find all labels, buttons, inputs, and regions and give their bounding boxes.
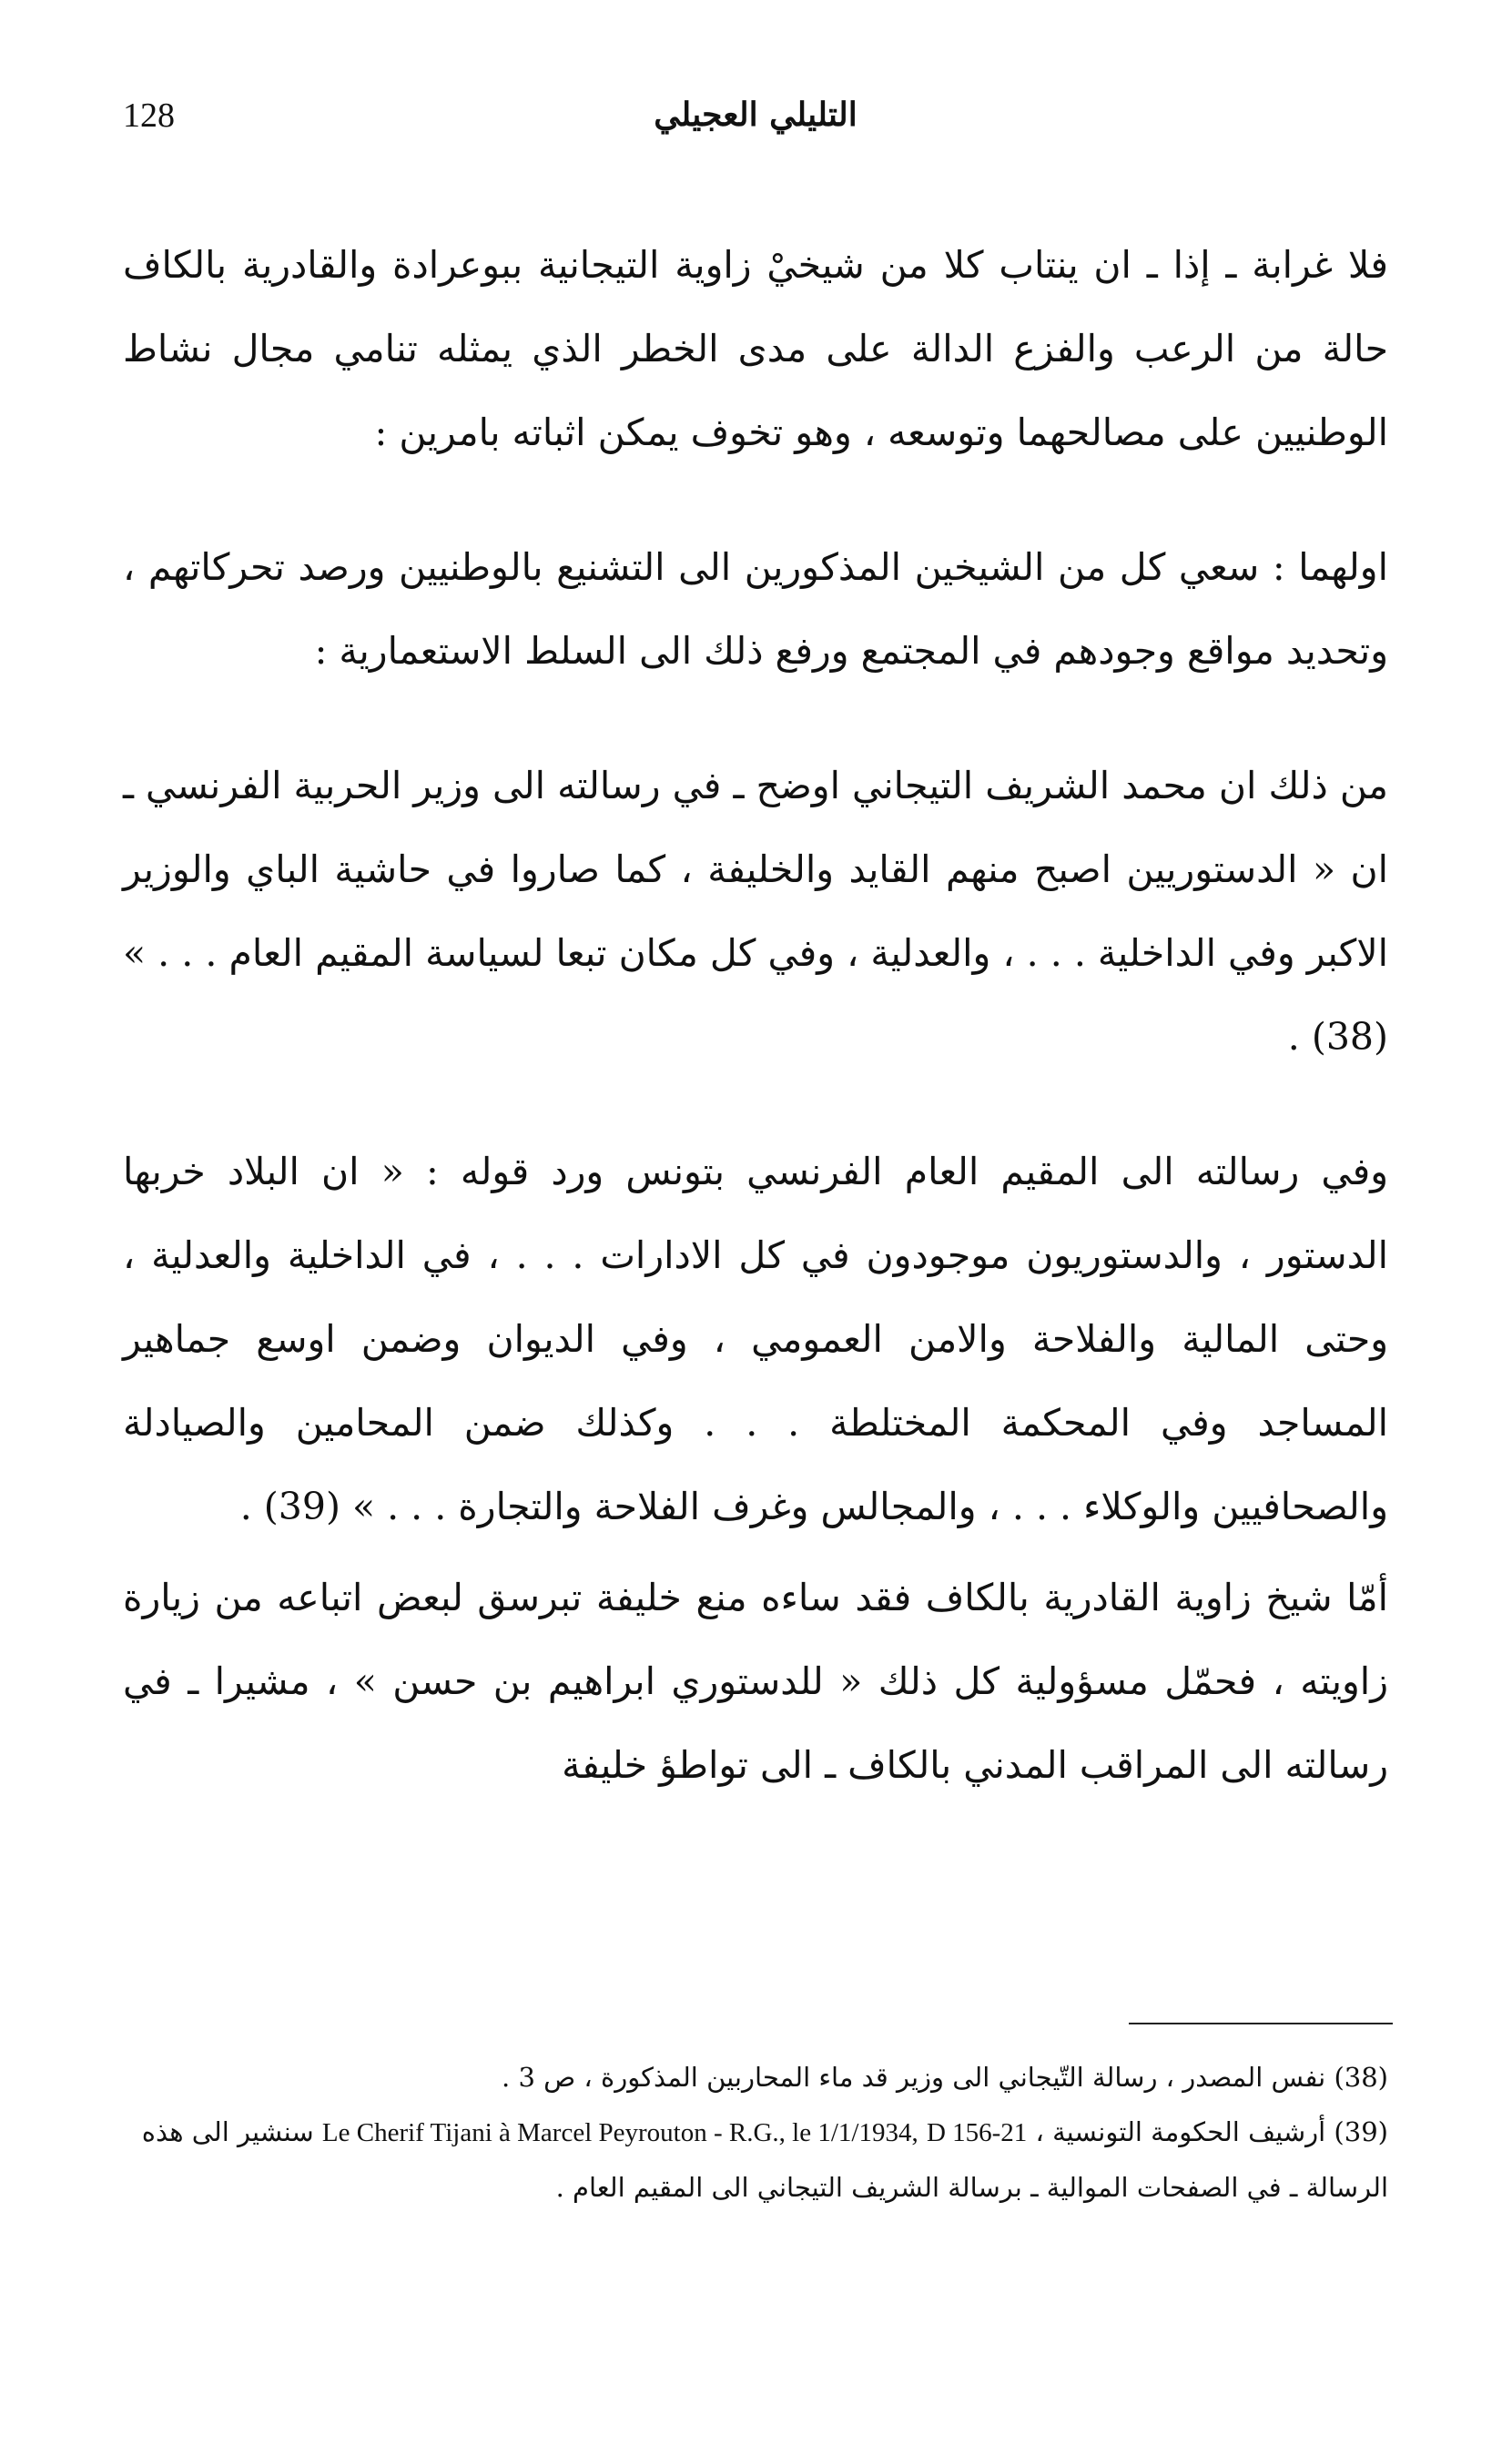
footnote-39-archive: (39) أرشيف الحكومة التونسية ، <box>1035 2116 1388 2147</box>
paragraph-1: فلا غرابة ـ إذا ـ ان ينتاب كلا من شيخيْ زاوية التيجانية ببوعرادة والقادرية بالكاف حالة من الرعب والفزع الدالة على مدى الخطر الذي يمثله تنامي مجال نشاط الوطنيين على مصالحهما وتوسعه ، وهو تخوف يمكن اثباته بامرين : <box>123 243 1388 454</box>
footnote-39-french-ref: Le Cherif Tijani à Marcel Peyrouton - R.G., le 1/1/1934, <box>321 2118 918 2147</box>
running-head: التليلي العجيلي <box>654 96 857 134</box>
page-number: 128 <box>123 96 175 135</box>
footnotes <box>123 2050 1388 2215</box>
paragraph-2: اولهما : سعي كل من الشيخين المذكورين الى التشنيع بالوطنيين ورصد تحركاتهم ، وتحديد مواقع وجودهم في المجتمع ورفع ذلك الى السلط الاستعمارية : <box>123 545 1388 673</box>
paragraph-4: وفي رسالته الى المقيم العام الفرنسي بتونس ورد قوله : « ان البلاد خربها الدستور ، والدستوريون موجودون في كل الادارات . . . ، في الداخلية والعدلية ، وحتى المالية والفلاحة والامن العمومي ، وفي الديوان وضمن اوسع جماهير المساجد وفي المحكمة المختلطة . . . وكذلك ضمن المحامين والصيادلة والصحافيين والوكلاء . . . ، والمجالس وغرف الفلاحة والتجارة . . . » (39) . <box>123 1150 1388 1528</box>
footnote-39 <box>123 2105 1388 2215</box>
footnote-38: (38) نفس المصدر ، رسالة التّيجاني الى وزير قد ماء المحاربين المذكورة ، ص 3 . <box>502 2062 1388 2093</box>
main-text <box>123 223 1388 1807</box>
paragraph-3: من ذلك ان محمد الشريف التيجاني اوضح ـ في رسالته الى وزير الحربية الفرنسي ـ ان « الدستوريين اصبح منهم القايد والخليفة ، كما صاروا في حاشية الباي والوزير الاكبر وفي الداخلية . . . ، والعدلية ، وفي كل مكان تبعا لسياسة المقيم العام . . . » (38) . <box>123 764 1388 1059</box>
footnote-divider <box>1129 2023 1393 2024</box>
paragraph-5: أمّا شيخ زاوية القادرية بالكاف فقد ساءه منع خليفة تبرسق لبعض اتباعه من زيارة زاويته ، فحمّل مسؤولية كل ذلك « للدستوري ابراهيم بن حسن » ، مشيرا ـ في رسالته الى المراقب المدني بالكاف ـ الى تواطؤ خليفة <box>123 1576 1388 1787</box>
footnote-39-code: D 156-21 <box>926 2118 1028 2147</box>
page-header <box>123 96 1388 159</box>
footnote-39-note: سنشير الى هذه الرسالة ـ في الصفحات الموالية ـ برسالة الشريف التيجاني الى المقيم العام . <box>141 2116 1388 2203</box>
